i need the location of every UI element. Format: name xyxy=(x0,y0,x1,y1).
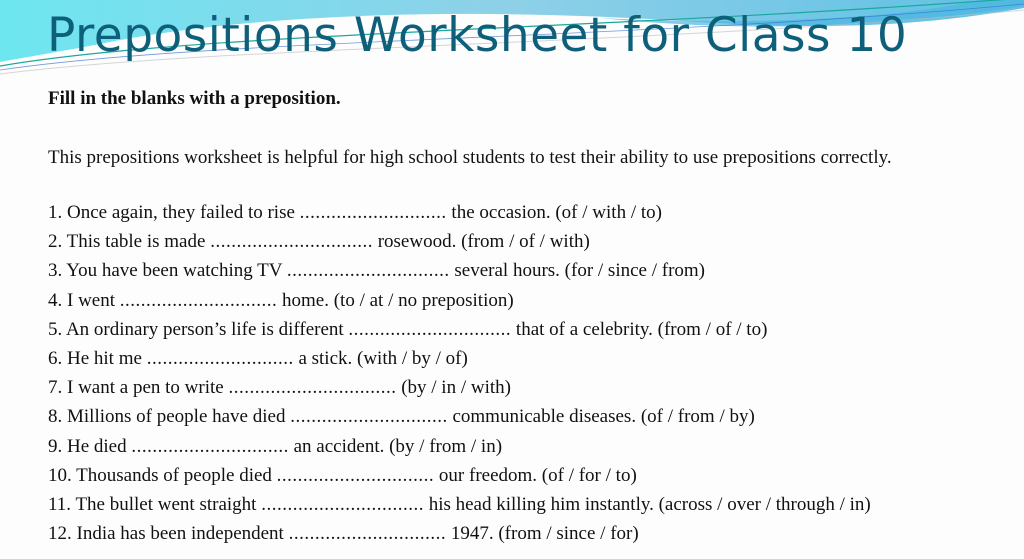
answer-blank: ............................ xyxy=(299,202,447,223)
question-text: 2. This table is made xyxy=(48,231,211,253)
question-text: 6. He hit me xyxy=(48,347,147,369)
question-item xyxy=(48,402,1008,431)
question-text: 10. Thousands of people died xyxy=(48,464,277,486)
question-text: 7. I want a pen to write xyxy=(48,377,229,399)
question-item xyxy=(48,256,1008,285)
question-text: 3. You have been watching TV xyxy=(48,260,287,282)
answer-blank: ................................ xyxy=(228,377,397,399)
intro-paragraph: This prepositions worksheet is helpful for high school students to test their ability to use prepositions correctly. xyxy=(48,147,892,168)
answer-blank: ............................... xyxy=(210,231,373,253)
question-text: 8. Millions of people have died xyxy=(48,406,291,428)
question-item xyxy=(48,519,1008,548)
question-list xyxy=(48,198,1008,548)
question-text: 1. Once again, they failed to rise xyxy=(48,202,300,223)
answer-blank: .............................. xyxy=(288,523,447,545)
answer-blank: .............................. xyxy=(276,464,435,486)
question-item xyxy=(48,490,1008,519)
answer-blank: .............................. xyxy=(119,289,278,311)
question-options: home. (to / at / no preposition) xyxy=(277,289,514,311)
question-options: that of a celebrity. (from / of / to) xyxy=(511,318,768,340)
question-item xyxy=(48,373,1008,402)
question-item xyxy=(48,198,1008,227)
question-options: a stick. (with / by / of) xyxy=(293,347,468,369)
question-item xyxy=(48,315,1008,344)
question-options: our freedom. (of / for / to) xyxy=(434,464,637,486)
question-options: 1947. (from / since / for) xyxy=(446,523,639,545)
question-item xyxy=(48,344,1008,373)
question-text: 4. I went xyxy=(48,289,120,311)
question-item xyxy=(48,286,1008,315)
answer-blank: .............................. xyxy=(290,406,448,428)
question-item xyxy=(48,227,1008,256)
question-text: 5. An ordinary person’s life is different xyxy=(48,318,349,340)
question-text: 11. The bullet went straight xyxy=(48,493,262,515)
answer-blank: .............................. xyxy=(131,435,289,457)
question-options: his head killing him instantly. (across / over / through / in) xyxy=(423,493,871,515)
answer-blank: ............................... xyxy=(286,260,450,282)
question-options: (by / in / with) xyxy=(396,377,511,399)
question-text: 9. He died xyxy=(48,435,132,457)
answer-blank: ............................... xyxy=(348,318,512,340)
answer-blank: ............................ xyxy=(146,347,294,369)
question-options: rosewood. (from / of / with) xyxy=(372,231,590,253)
question-options: several hours. (for / since / from) xyxy=(449,260,705,282)
instruction-heading: Fill in the blanks with a preposition. xyxy=(48,88,341,109)
question-item xyxy=(48,461,1008,490)
question-options: the occasion. (of / with / to) xyxy=(446,202,662,223)
page-title: Prepositions Worksheet for Class 10 xyxy=(47,8,908,63)
question-options: communicable diseases. (of / from / by) xyxy=(447,406,755,428)
answer-blank: ............................... xyxy=(261,493,424,515)
question-item xyxy=(48,432,1008,461)
question-options: an accident. (by / from / in) xyxy=(288,435,503,457)
question-text: 12. India has been independent xyxy=(48,523,289,545)
